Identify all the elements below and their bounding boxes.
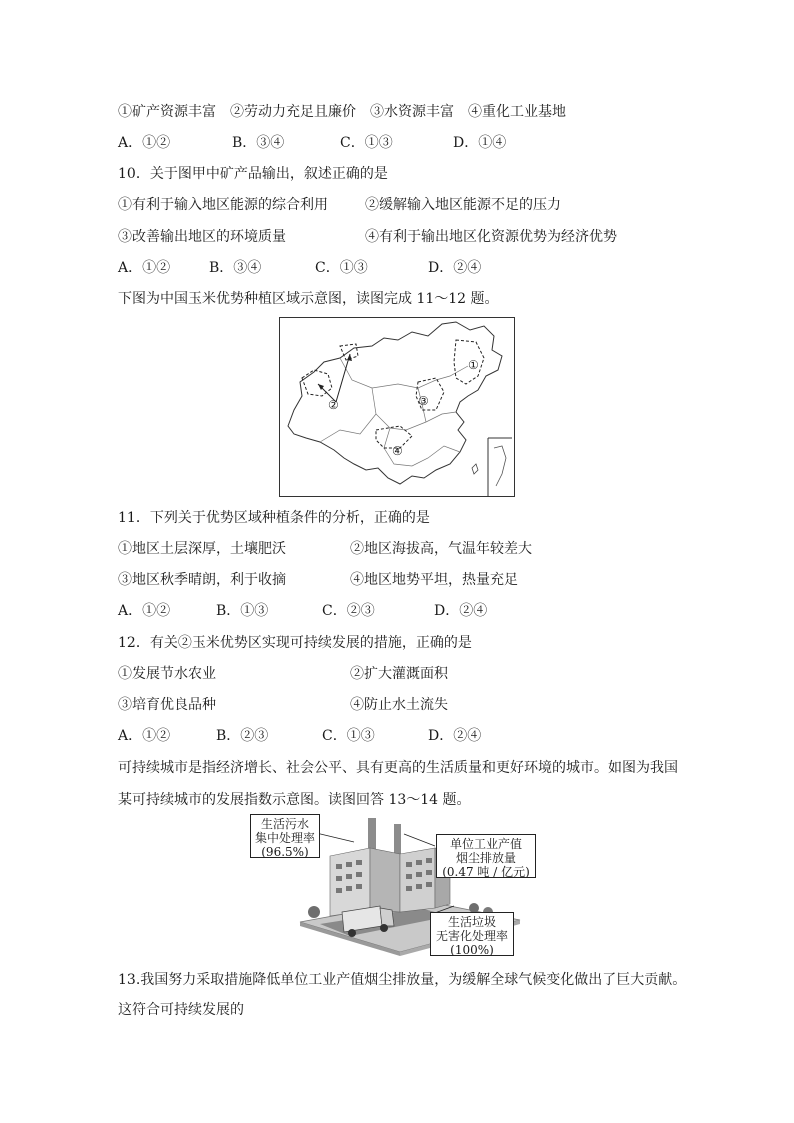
q11-option-a: A．①② [118,603,171,619]
q11-stem: 11．下列关于优势区域种植条件的分析，正确的是 [118,510,430,526]
china-maize-map [279,317,515,497]
q9-option-c: C．①③ [340,135,393,151]
q12-statement-1: ①发展节水农业 [118,666,216,682]
q9-option-d: D．①④ [453,135,507,151]
q12-option-d: D．②④ [428,728,482,744]
garbage-label-line-2: 无害化处理率 [435,929,508,943]
garbage-label-line-1: 生活垃圾 [447,915,496,929]
q10-option-b: B．③④ [209,260,262,276]
q12-statement-3: ③培育优良品种 [118,697,216,713]
dust-label-line-2: 烟尘排放量 [455,851,516,865]
sustainable-city-figure [250,812,550,958]
region-3-label: ③ [418,394,429,408]
dust-emission-callout [436,834,536,878]
q13-stem-line-2: 这符合可持续发展的 [118,1002,244,1018]
map-intro: 下图为中国玉米优势种植区域示意图，读图完成 11～12 题。 [118,291,499,307]
city-intro-line-1: 可持续城市是指经济增长、社会公平、具有更高的生活质量和更好环境的城市。如图为我国 [118,760,678,776]
q12-statement-4: ④防止水土流失 [350,697,448,713]
q12-option-b: B．②③ [216,728,269,744]
dust-value: (0.47 吨 / 亿元) [442,865,530,879]
q13-stem-line-1: 13.我国努力采取措施降低单位工业产值烟尘排放量，为缓解全球气候变化做出了巨大贡献。 [118,972,687,988]
q11-statement-4: ④地区地势平坦，热量充足 [350,572,518,588]
q10-option-c: C．①③ [315,260,368,276]
sewage-value: (96.5%) [261,845,309,859]
q11-statement-1: ①地区土层深厚，土壤肥沃 [118,541,286,557]
region-2-label: ② [328,398,339,412]
q9-option-b: B．③④ [232,135,285,151]
q10-option-a: A．①② [118,260,171,276]
q10-statement-3: ③改善输出地区的环境质量 [118,229,286,245]
garbage-value: (100%) [450,943,494,957]
q11-option-d: D．②④ [434,603,488,619]
q10-statement-2: ②缓解输入地区能源不足的压力 [365,197,561,213]
q10-statement-1: ①有利于输入地区能源的综合利用 [118,197,328,213]
q12-option-a: A．①② [118,728,171,744]
q9-statements: ①矿产资源丰富 ②劳动力充足且廉价 ③水资源丰富 ④重化工业基地 [118,104,566,120]
dust-label-line-1: 单位工业产值 [449,837,522,851]
china-outline-drawing [280,318,514,496]
garbage-treatment-callout [430,912,514,956]
q12-stem: 12．有关②玉米优势区实现可持续发展的措施，正确的是 [118,635,472,651]
q10-statement-4: ④有利于输出地区化资源优势为经济优势 [365,229,617,245]
sewage-label-line-1: 生活污水 [260,817,309,831]
q11-statement-2: ②地区海拔高，气温年较差大 [350,541,532,557]
sewage-label-line-2: 集中处理率 [254,831,315,845]
q12-statement-2: ②扩大灌溉面积 [350,666,448,682]
q11-option-c: C．②③ [322,603,375,619]
sewage-treatment-callout [250,814,320,858]
region-1-label: ① [468,358,479,372]
q10-option-d: D．②④ [428,260,482,276]
q9-option-a: A．①② [118,135,171,151]
region-4-label: ④ [392,444,403,458]
q11-statement-3: ③地区秋季晴朗，利于收摘 [118,572,286,588]
q11-option-b: B．①③ [216,603,269,619]
q12-option-c: C．①③ [322,728,375,744]
q10-stem: 10．关于图甲中矿产品输出，叙述正确的是 [118,166,388,182]
city-intro-line-2: 某可持续城市的发展指数示意图。读图回答 13～14 题。 [118,792,471,808]
